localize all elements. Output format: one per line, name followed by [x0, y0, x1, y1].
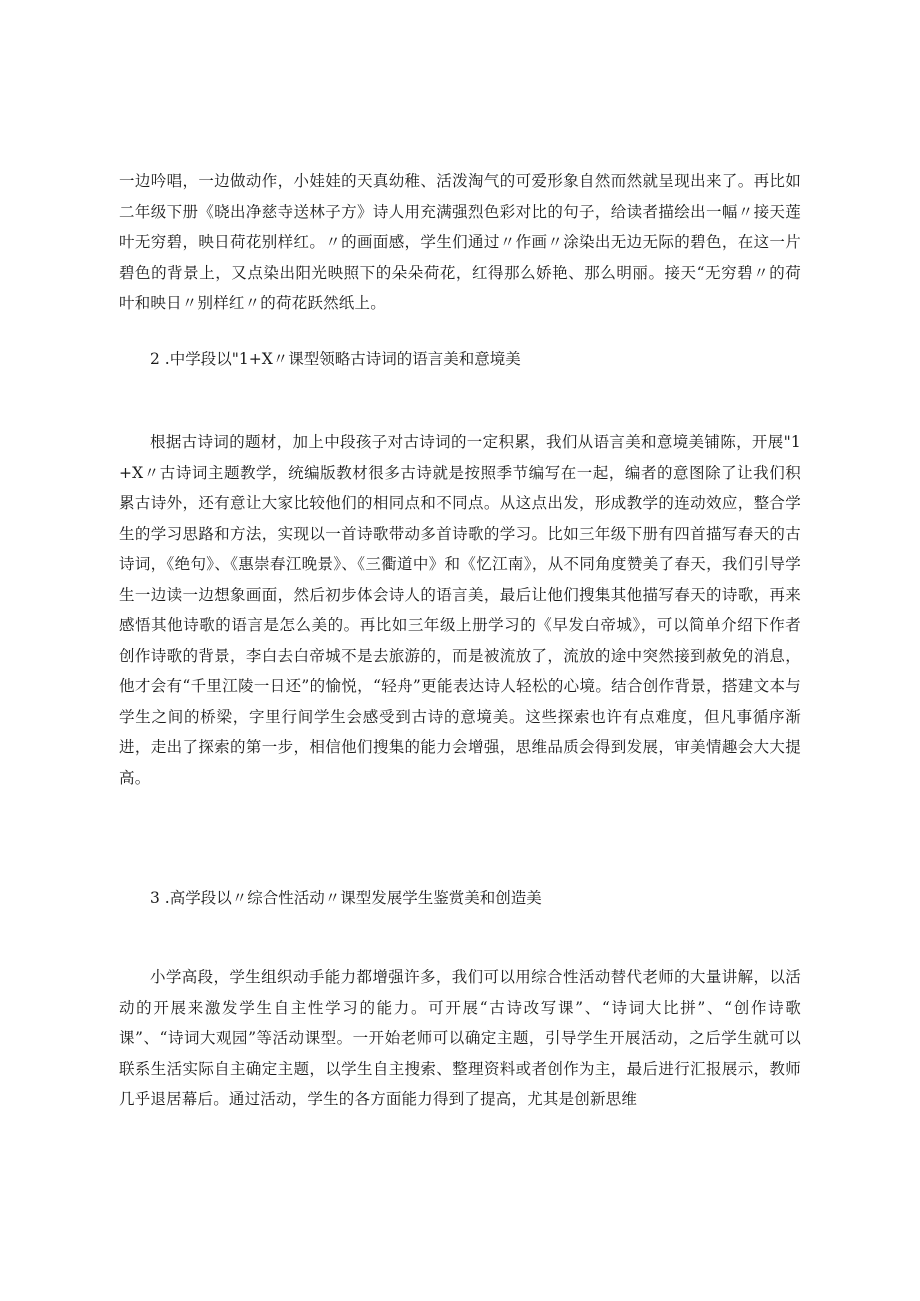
- paragraph-upper-grades-body: 小学高段，学生组织动手能力都增强许多，我们可以用综合性活动替代老师的大量讲解，以活动的开展来激发学生自主性学习的能力。可开展“古诗改写课”、“诗词大比拼”、“创作诗歌课”、“诗词大观园”等活动课型。一开始老师可以确定主题，引导学生开展活动，之后学生就可以联系生活实际自主确定主题，以学生自主搜索、整理资料或者创作为主，最后进行汇报展示，教师几乎退居幕后。通过活动，学生的各方面能力得到了提高，尤其是创新思维: [119, 968, 801, 1108]
- paragraph-poem-painting: 一边吟唱，一边做动作，小娃娃的天真幼稚、活泼淘气的可爱形象自然而然就呈现出来了。再比如二年级下册《晓出净慈寺送林子方》诗人用充满强烈色彩对比的句子，给读者描绘出一幅〃接天莲叶无穷碧，映日荷花别样红。〃的画面感，学生们通过〃作画〃涂染出无边无际的碧色，在这一片碧色的背景上，又点染出阳光映照下的朵朵荷花，红得那么娇艳、那么明丽。接天“无穷碧〃的荷叶和映日〃别样红〃的荷花跃然纸上。: [119, 172, 801, 312]
- section-heading-middle-grades: 2 .中学段以"1+X〃课型领略古诗词的语言美和意境美: [150, 350, 521, 368]
- section-heading-upper-grades: 3 .高学段以〃综合性活动〃课型发展学生鉴赏美和创造美: [150, 889, 542, 907]
- paragraph-middle-grades-body: 根据古诗词的题材，加上中段孩子对古诗词的一定积累，我们从语言美和意境美铺陈，开展"1+X〃古诗词主题教学，统编版教材很多古诗就是按照季节编写在一起，编者的意图除了让我们积累古诗外，还有意让大家比较他们的相同点和不同点。从这点出发，形成教学的连动效应，整合学生的学习思路和方法，实现以一首诗歌带动多首诗歌的学习。比如三年级下册有四首描写春天的古诗词，《绝句》、《惠崇春江晚景》、《三衢道中》和《忆江南》，从不同角度赞美了春天，我们引导学生一边读一边想象画面，然后初步体会诗人的语言美，最后让他们搜集其他描写春天的诗歌，再来感悟其他诗歌的语言是怎么美的。再比如三年级上册学习的《早发白帝城》，可以简单介绍下作者创作诗歌的背景，李白去白帝城不是去旅游的，而是被流放了，流放的途中突然接到赦免的消息，他才会有“千里江陵一日还”的愉悦，“轻舟”更能表达诗人轻松的心境。结合创作背景，搭建文本与学生之间的桥梁，字里行间学生会感受到古诗的意境美。这些探索也许有点难度，但凡事循序渐进，走出了探索的第一步，相信他们搜集的能力会增强，思维品质会得到发展，审美情趣会大大提高。: [119, 433, 801, 787]
